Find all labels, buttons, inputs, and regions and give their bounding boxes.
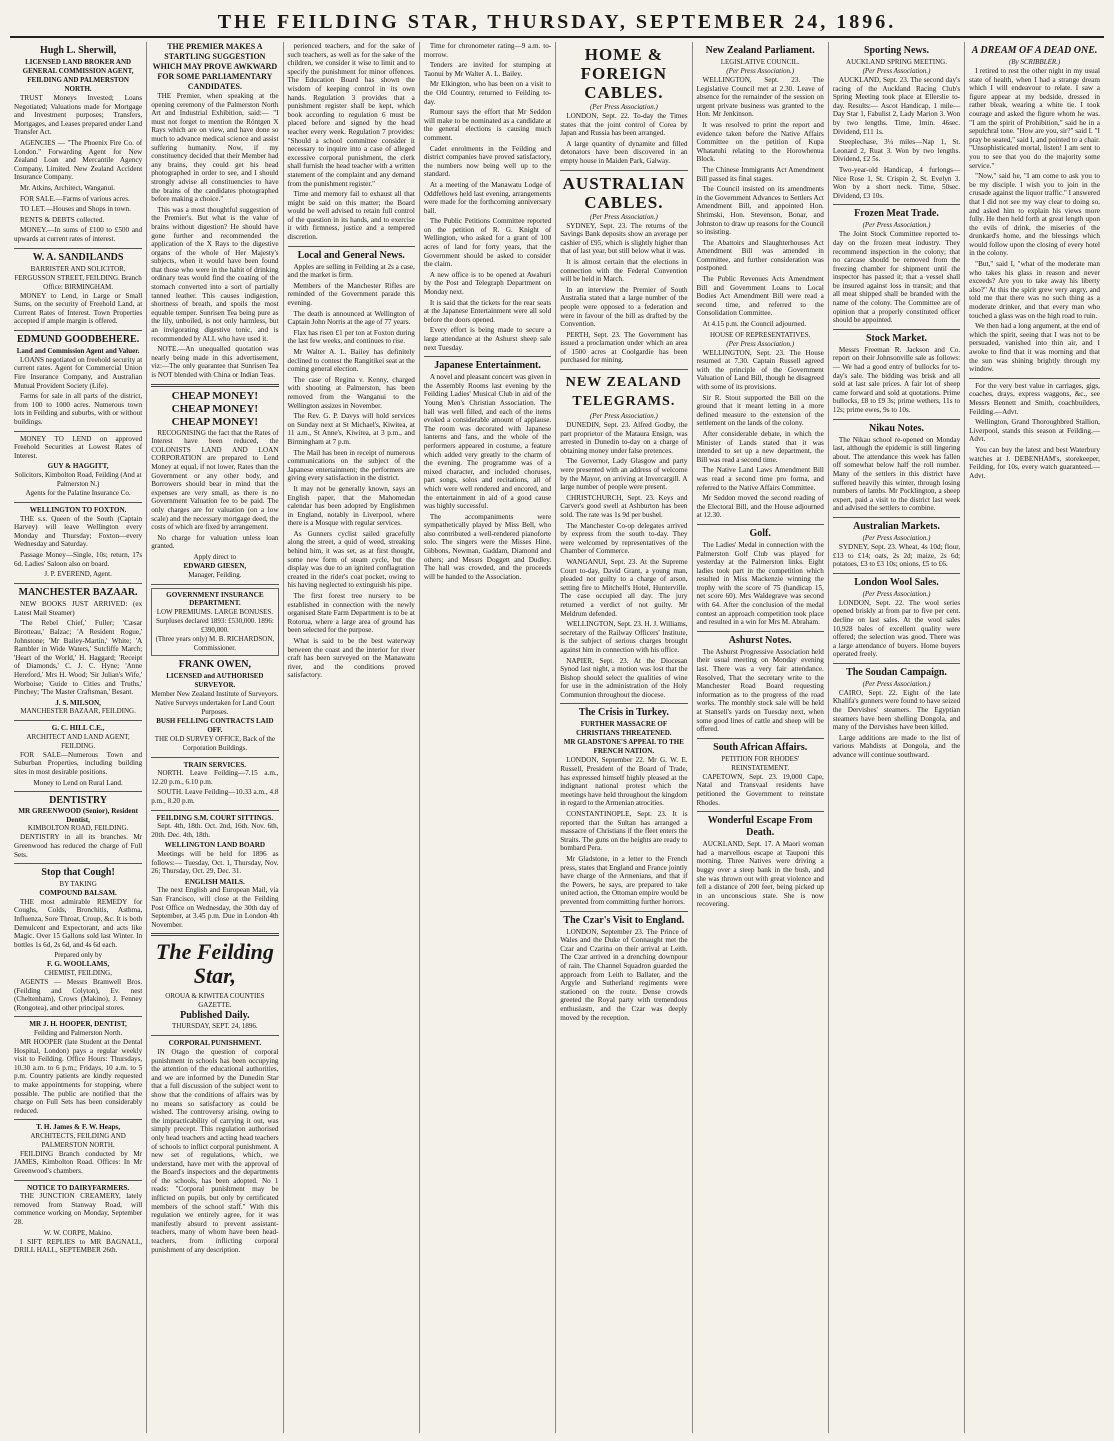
article-text: The accompaniments were sympathetically played by Miss Bell, who also contributed a well-rendered pianoforte solo. The singers were the Misses Hine, Gibbons, Newman, Gaddam, Diamond and others; and Messrs Doggett and Dudley. The hall was crowded, and the proceeds will be handed to the Association. — [423, 512, 552, 581]
parliament-item: WELLINGTON, Sept. 23. The Legislative Council met at 2.30. Leave of absence for the remainder of the session on urgent private business was granted to the Hon. Mr Jenkinson. — [696, 76, 824, 119]
news-item: As Gunners cyclist sailed gracefully along the street, a quid of weed, streaking behind him, it was set, as at first thought, some new form of steam cycle, but the display was due to an ignited conflagration created in the rider's coat pocket, owing to his having neglected to extinguish his pipe. — [287, 529, 415, 590]
cable-item: CONSTANTINOPLE, Sept. 23. It is reported that the Sultan has arranged a massacre of Christians if the fleet enters the Straits. The guns on the heights are ready to bombard Pera. — [560, 810, 688, 853]
cable-item: PERTH, Sept. 23. The Government has issued a proclamation under which an area of 1500 acres at Coolgardie has been purchased for mining. — [560, 330, 688, 365]
divider — [14, 431, 142, 432]
column-6 — [692, 42, 828, 1433]
ad-heading: GUY & HAGGITT, — [47, 462, 109, 471]
article-text: A novel and pleasant concert was given in the Assembly Rooms last evening by the Feilding Ladies' Musical Club in aid of the Young Men's Christian Association. The hall was well filled, and each of the items evoked a considerable amount of applause. The room was decorated with Japanese lanterns and fans, and the whole of the performers appeared in costume, a feature which added very greatly to the charm of the evening. The programme was of a mixed character, and included choruses, part songs, solos and recitations, all of which were well rendered and encored, and the entertainment in aid of a good cause was highly successful. — [423, 373, 552, 511]
news-item: Cadet enrolments in the Feilding and district companies have proved satisfactory, the numbers now being well up to the standard. — [423, 144, 552, 179]
news-item: At a meeting of the Manawatu Lodge of Oddfellows held last evening, arrangements were made for the forthcoming anniversary ball. — [423, 180, 552, 215]
press-credit: (Per Press Association.) — [862, 67, 931, 75]
telegram-item: CHRISTCHURCH, Sept. 23. Keys and Carver's good swell at Ashburton has been sold. The rate was 1s 9d per bushel. — [560, 493, 688, 519]
column-8 — [964, 42, 1104, 1433]
news-item: Members of the Manchester Rifles are reminded of the Government parade this evening. — [287, 281, 415, 308]
logo-subtitle: OROUA & KIWITEA COUNTIES GAZETTE. — [165, 992, 265, 1010]
section-heading: The Soudan Campaign. — [846, 666, 947, 678]
divider — [14, 1119, 142, 1120]
ad-subheading: Manager, Feilding. — [188, 570, 242, 579]
news-item: A new office is to be opened at Awahuri by the Post and Telegraph Department on Monday next. — [423, 270, 552, 297]
divider — [560, 369, 687, 370]
ad-heading: T. H. James & F. W. Heaps, — [36, 1123, 121, 1132]
article-text: Large additions are made to the list of various Mahdists at Dongola, and the advance will continue southward. — [832, 733, 961, 760]
ad-text: 'The Rebel Chief,' Fuller; 'Cæsar Birotteau,' Balzac; 'A Resident Rogue,' Johnstone; 'Mr Bailey-Martin,' White; 'A Rambler in Wide Waters,' Sutcliffe March; 'Heart of the World,' H. Haggard; 'Receipt of Diamonds,' C. J. C. Hyne; 'Anne Hereford,' Mrs H. Wood; 'Sir Julian's Wife,' Worboise; 'Guide to Cities and Truths,' Pinchey; 'The Master Craftsman,' Besant. — [14, 619, 143, 697]
article-heading: CORPORAL PUNISHMENT. — [168, 1039, 262, 1048]
ad-text: Prepared only by — [54, 951, 103, 960]
news-item: Every effort is being made to secure a large attendance at the Ashurst sheep sale next Tuesday. — [423, 326, 552, 352]
timetable-text: Sept. 4th, 18th. Oct. 2nd, 16th. Nov. 6th, 20th. Dec. 4th, 18th. — [151, 822, 279, 839]
section-heading: Sporting News. — [864, 45, 930, 56]
divider — [14, 248, 142, 249]
ad-text: Money to Lend on Rural Land. — [33, 778, 123, 787]
columns — [10, 42, 1104, 1433]
ad-heading: NOTICE TO DAIRYFARMERS. — [27, 1183, 130, 1192]
article-text: LONDON, Sept. 22. The wool series opened briskly at from par to five per cent. decline on last sales. At the wool sales 10,928 bales of excellent quality were offered; the selection was good. There was a large attendance of buyers. Home buyers operated freely. — [832, 598, 961, 659]
cable-item: In an interview the Premier of South Australia stated that a large number of the people were opposed to a federation and were in favour of the bill as drafted by the Convention. — [560, 285, 688, 329]
section-heading: South African Affairs. — [713, 741, 808, 753]
issue-date: THURSDAY, SEPT. 24, 1896. — [172, 1022, 258, 1031]
news-item: What is said to be the best waterway between the coast and the interior for river craft has been surveyed on the Manawatu river, and the conditions proved satisfactory. — [287, 637, 415, 680]
section-subheading: AUCKLAND SPRING MEETING. — [846, 58, 947, 66]
divider — [697, 631, 824, 632]
column-5 — [555, 42, 691, 1433]
ad-text: THE JUNCTION CREAMERY, lately removed from Stanway Road, will commence working on Monday, September 28. — [14, 1192, 143, 1227]
divider — [14, 502, 142, 503]
ad-subheading: Land and Commission Agent and Valuer. — [16, 346, 140, 355]
ad-heading: MR J. H. HOOPER, DENTIST, — [29, 1020, 127, 1029]
column-2 — [146, 42, 282, 1433]
telegram-item: WANGANUI, Sept. 23. At the Supreme Court to-day, David Grant, a young man, pleaded not guilty to a charge of arson, setting fire to Mitchell's Hotel, Hunterville. The case occupied all day. The jury returned a verdict of not guilty. Mr Meldrum defended. — [560, 557, 688, 618]
section-subheading: PETITION FOR RHODES' REINSTATEMENT. — [721, 754, 800, 772]
column-4 — [419, 42, 555, 1433]
press-credit: (Per Press Association.) — [862, 679, 931, 688]
cable-item: CAPETOWN, Sept. 23. 19,000 Cape, Natal and Transvaal residents have petitioned the Government to reinstate Rhodes. — [696, 772, 824, 807]
news-item: Flax has risen £1 per ton at Foxton during the last few weeks, and continues to rise. — [287, 328, 415, 346]
article-text: SYDNEY, Sept. 23. Wheat, 4s 10d; flour, £13 to £14; oats, 2s 2d; maize, 2s 6d; potatoes, £3 to £3 10s; onions, £5 to £6. — [832, 542, 961, 569]
news-item: Mr Elkington, who has been on a visit to the Old Country, returned to Feilding to-day. — [423, 80, 552, 106]
ad-heading: Hugh L. Sherwill, — [40, 45, 117, 56]
ad-text: RECOGNISING the fact that the Rates of Interest have been reduced, the COLONISTS LAND AND LOAN CORPORATION are prepared to Lend Money at equal, if not lower, Rates than the Government or any other body, and Borrowers should bear in mind that the expenses are very small, as there is no Government Valuation fee to be paid. The only charges are for valuation (on a low scale) and the necessary mortgage deed, the costs of which are fixed by arrangement. — [151, 428, 279, 532]
ad-text: THE OLD SURVEY OFFICE, Back of the Corporation Buildings. — [154, 734, 276, 752]
divider — [14, 583, 142, 584]
section-heading: NEW ZEALAND TELEGRAMS. — [565, 375, 682, 410]
divider — [969, 378, 1100, 379]
article-text: NOTE.—An unequalled quotation was nearly being made in this advertisement, viz:—The only guarantee that Sunrisen Tea is NOT blended with China or Indian Teas. — [151, 345, 279, 379]
ad-subheading: Solicitors, Kimbolton Road, Feilding (And at Palmerston N.) — [14, 471, 142, 488]
article-text: perienced teachers, and for the sake of such teachers, as well as for the sake of the children, we consider it wise to limit and to specify the punishment for minor offences. The Education Board has shown the wisdom of keeping control in its own hands. Regulation 3 provides that a punishment register shall be kept, which book according to regulation 6 must be placed before and signed by the head teacher every week. Regulation 7 provides: "Should a school committee consider it necessary to inquire into a case of alleged excessive corporal punishment, the clerk shall furnish the head teacher with a written statement of the complaint and any demand from the punishment register." — [287, 42, 415, 188]
ad-text: THE most admirable REMEDY for Coughs, Colds, Bronchitis, Asthma, Influenza, Sore Throat, Croup, &c. It is both Demulcent and Expectorant, and acts like Magic. Over 15 Gallons sold last Winter. In bottles 1s 6d, 2s 6d, and 4s 6d each. — [14, 897, 143, 949]
parliament-item: After considerable debate, in which the Minister of Lands stated that it was intended to set up a new department, the Bill was read a second time. — [696, 429, 824, 464]
news-item: Time for chronometer rating—9 a.m. to-morrow. — [423, 42, 552, 59]
article-text: AUCKLAND, Sept. 23. The second day's racing of the Auckland Racing Club's Spring Meeting took place at Ellerslie to-day. Results:— Ascot Handicap, 1 mile—Day Star 1, Fabulist 2, Lady Marion 3. Won by two lengths. Time, 1min. 46sec. Dividend, £11 1s. — [832, 76, 961, 136]
section-heading: WELLINGTON LAND BOARD — [164, 841, 266, 850]
section-subheading: LEGISLATIVE COUNCIL. — [720, 58, 800, 66]
news-item: Apples are selling in Feilding at 2s a case, and the market is firm. — [287, 262, 415, 280]
ad-text: RENTS & DEBTS collected. — [20, 215, 105, 224]
section-heading: The Crisis in Turkey. — [578, 707, 669, 719]
ad-text: FOR SALE.—Farms of various acres. — [20, 194, 130, 203]
section-heading: New Zealand Parliament. — [705, 45, 815, 56]
section-heading: TRAIN SERVICES. — [183, 760, 247, 769]
parliament-item: It was resolved to print the report and evidence taken before the Native Affairs Committee on the petition of Kupa Whatatuhi relating to the Horowhenua Block. — [696, 120, 824, 164]
divider — [424, 356, 551, 357]
ad-heading: Stop that Cough! — [41, 867, 115, 879]
story-text: I retired to rest the other night in my usual state of health, when I had a strange dream which I will endeavour to relate. I saw a figure appear at my bedside, dressed in rather bleak, wearing a white tie. I took courage and asked the figure whom he was. "I am the spirit of Prohibition," said he in a sepulchral tone. "How are you, sir?" said I. "I pray be seated," said I, and pointed to a chair. "Unsophisticated mortal, listen! I am sent to you to see that you do the majority some service." — [969, 67, 1100, 170]
news-item: The case of Regina v. Kenny, charged with shooting at Palmerston, has been removed from the Wanganui to the Wellington assizes in November. — [287, 375, 415, 410]
divider — [833, 329, 960, 330]
column-7 — [828, 42, 964, 1433]
news-item: Mr Walter A. L. Bailey has definitely declined to contest the Rangitikei seat at the coming general election. — [287, 348, 415, 374]
cable-item: LONDON, September 22. Mr G. W. E. Russell, President of the Board of Trade, has expressed himself highly pleased at the indignant national protest which the meetings have held throughout the kingdom in regard to the Armenian atrocities. — [560, 756, 688, 808]
article-text: Steeplechase, 3¼ miles—Nap 1, St. Leonard 2, Ruat 3. Won by two lengths. Dividend, £2 5s. — [832, 138, 961, 164]
divider — [14, 330, 142, 331]
ad-text: Apply direct to — [193, 552, 237, 561]
ad-text: TRUST Moneys Invested; Loans Negotiated; Valuations made for Mortgage and Investment purposes; Transfers, Mortgages, and Leases prepared under Land Transfer Act. — [14, 94, 143, 137]
cable-item: A large quantity of dynamite and filled detonators have been discovered in an empty house in Maiden Park, Galway. — [560, 139, 688, 165]
section-subheading: MR GLADSTONE'S APPEAL TO THE FRENCH NATION. — [563, 738, 684, 756]
story-text: We then had a long argument, at the end of which the spirit, seeing that I was not to be persuaded, vanished into thin air, and I awoke to find that it was morning and that the sun was shining brightly through my window. — [969, 322, 1100, 374]
ad-subheading: KIMBOLTON ROAD, FEILDING. — [27, 824, 129, 833]
article-text: AUCKLAND, Sept. 17. A Maori woman had a marvellous escape at Tauponi this morning. Three Natives were driving a buggy over a steep bank in the bush, and she was thrown out with great violence and fell a distance of 200 feet, being picked up in an unconscious state. She is now recovering. — [696, 840, 824, 909]
divider — [151, 933, 278, 936]
ad-text: BUSH FELLING CONTRACTS LAID OFF. — [156, 716, 274, 734]
telegram-item: WELLINGTON, Sept. 23. H. J. Williams, secretary of the Railway Officers' Institute, is the subject of serious charges brought against him in connection with his office. — [560, 620, 688, 654]
cable-item: SYDNEY, Sept. 23. The returns of the Savings Bank deposits show an average per cashier of £95, which is slightly higher than that of last year, but still below what it was. — [560, 221, 688, 256]
article-text: Two-year-old Handicap, 4 furlongs—Nice Rose 1, St. Crispin 2, St. Evelyn 3. Won by a short neck. Time, 50sec. Dividend, £3 10s. — [832, 165, 961, 200]
ad-text: NEW BOOKS JUST ARRIVED: (ex Latest Mail Steamer) — [14, 600, 143, 617]
ad-text: Mr. Atkins, Architect, Wanganui. — [20, 183, 115, 192]
press-credit: (Per Press Association.) — [589, 212, 658, 221]
ad-text: Agents for the Palatine Insurance Co. — [25, 489, 131, 497]
press-credit: (Per Press Association.) — [862, 221, 931, 230]
parliament-item: The Council insisted on its amendments in the Government Advances to Settlers Act Amendment Bill, and appointed Hon. Shrimski, Hon. Stevenson, Bonar, and Johnston to draw up reasons for the Council so insisting. — [696, 185, 824, 237]
ad-subheading: LICENSED LAND BROKER AND GENERAL COMMISSION AGENT, FEILDING AND PALMERSTON NORTH. — [22, 58, 134, 93]
section-heading: Wonderful Escape From Death. — [707, 815, 813, 839]
ad-text: You can buy the latest and best Waterbury watches at J. DEBENHAM's, storekeeper, Feilding, for 10s, every watch guaranteed.—Advt. — [969, 445, 1100, 480]
ad-text: Member New Zealand Institute of Surveyors. — [151, 689, 279, 698]
ad-subheading: ARCHITECTS, FEILDING AND PALMERSTON NORTH. — [30, 1131, 126, 1149]
divider — [697, 811, 824, 812]
parliament-item: The Native Land Laws Amendment Bill was read a second time pro forma, and referred to the Native Affairs Committee. — [696, 466, 824, 492]
section-heading: Ashurst Notes. — [728, 634, 792, 646]
ad-heading: J. S. MILSON, — [55, 698, 101, 707]
ad-subheading: ARCHITECT AND LAND AGENT, FEILDING. — [26, 732, 130, 750]
ad-subheading: BY TAKING — [59, 880, 97, 889]
parliament-item: The Abattoirs and Slaughterhouses Act Amendment Bill was amended in Committee, and further consideration was postponed. — [696, 238, 824, 273]
article-text: The Nikau school re-opened on Monday last, although the epidemic is still lingering about. The attendance this week has fallen off somewhat below half the roll number. Many of the settlers in this district have suffered heavily this winter, through losing numbers of lambs. Mr Pocklington, a sheep expert, paid a visit to the district last week and advised the settlers to combine. — [832, 435, 961, 513]
divider — [14, 863, 142, 864]
section-heading: AUSTRALIAN CABLES. — [562, 173, 686, 212]
news-item: It may not be generally known, says an English paper, that the Mahomedan calendar has been adopted by Englishmen in England, notably in Liverpool, where there is a Mosque with regular services. — [287, 484, 415, 528]
telegram-item: The Manchester Co-op delegates arrived by express from the south to-day. They were welcomed by representatives of the Chamber of Commerce. — [560, 521, 688, 556]
divider — [14, 1180, 142, 1181]
press-credit: (Per Press Association.) — [726, 339, 795, 348]
ad-heading: CHEAP MONEY! — [171, 402, 259, 415]
divider — [14, 1016, 142, 1017]
ad-text: LOANS negotiated on freehold security at current rates. Agent for Commercial Union Fire Insurance Company, and Australian Mutual Provident Society (Life). — [14, 355, 143, 390]
ad-text: FEILDING Branch conducted by Mr JAMES, Kimbolton Road. Offices: In Mr Greenwood's chambers. — [14, 1149, 143, 1176]
ad-heading: G. C. HILL C.E., — [51, 724, 105, 733]
section-heading: Local and General News. — [297, 249, 405, 261]
ad-heading: W. A. SANDILANDS — [32, 251, 124, 263]
ad-text: MR HOOPER (late Student at the Dental Hospital, London) pays a regular weekly visit to Feilding. Office Hours: Thursdays, 10.30 a.m. to 6 p.m.; Fridays, 10 a.m. to 5 p.m. Country patients are kindly requested to make appointments for stopping, where possible. The public are notified that the charge on Full Sets has been considerably reduced. — [14, 1037, 143, 1115]
parliament-item: Mr Seddon moved the second reading of the Electoral Bill, and the House adjourned at 12.30. — [696, 494, 824, 520]
govt-insurance-ad — [151, 588, 278, 656]
section-heading: Frozen Meat Trade. — [854, 208, 939, 220]
section-heading: Stock Market. — [865, 332, 928, 344]
section-subheading: FURTHER MASSACRE OF CHRISTIANS THREATENED. — [576, 720, 672, 738]
newspaper-logo: The Feilding Star, — [155, 939, 274, 989]
ad-text: AGENTS — Messrs Bramwell Bros. (Feilding and Colyton), Ev. nest (Cheltenham), Crows (Makino), J. Fenney (Rongotea), and other principal stores. — [14, 977, 143, 1012]
telegram-item: DUNEDIN, Sept. 23. Alfred Godby, the part proprietor of the Mataura Ensign, was arrested in Dunedin to-day on a charge of obtaining money under false pretences. — [560, 421, 688, 455]
article-text: The Ashurst Progressive Association held their usual meeting on Monday evening last. There was a very fair attendance. Resolved, That the secretary write to the Manchester Road Board requesting information as to the progress of the road works. The monthly stock sale will be held at Stansell's yards on Tuesday next, when some good lines of cattle and sheep will be offered. — [696, 647, 824, 734]
ad-heading: WELLINGTON TO FOXTON. — [29, 506, 127, 514]
column-1 — [10, 42, 146, 1433]
ad-text: DENTISTRY in all its branches. Mr Greenwood has reduced the charge of Full Sets. — [14, 833, 143, 859]
divider — [833, 204, 960, 205]
article-text: Messrs Freeman R. Jackson and Co. report on their Johnsonville sale as follows:— We had a good entry of bullocks for to-day's sale. The bidding was brisk and all sold at last sale prices. A fair lot of sheep came forward and sold at quotations. Prime bullocks, £8 to £9 3s; prime wethers, 11s to 12s; prime ewes, 9s to 10s. — [832, 345, 961, 414]
divider — [288, 246, 415, 247]
section-heading: Golf. — [749, 527, 771, 539]
divider — [14, 791, 142, 792]
article-text: This was a most thoughtful suggestion of the Premier's. But what is the value of brains without digestion? He should have gone further and recommended the application of the X Rays to the digestive organs of the whole of Her Majesty's subjects, when it would have been found that those who were in the habit of drinking ordinary teas would find the coating of the stomach converted into a sort of partially tanned leather. This causes indigestion, shortness of breath, and spoils the most equable temper. Sunrisen Tea being pure as the lily, unboiled, is not only harmless, but an invigorating digestive tonic, and is recommended by ALL who have used it. — [151, 205, 279, 343]
timetable-text: The next English and European Mail, via San Francisco, will close at the Feilding Post Office on Wednesday, the 30th day of September, at 3.45 p.m. Due in London 4th November. — [151, 886, 279, 929]
section-heading: ENGLISH MAILS. — [184, 877, 245, 886]
cable-item: It is almost certain that the elections in connection with the Federal Convention will be held in March. — [560, 257, 688, 284]
article-text: Time and memory fail to exhaust all that might be said on this matter; the Board would be well advised to retain full control of the question in its hands, and to exercise it with firmness, justice and a tempered discretion. — [287, 190, 415, 242]
news-item: Rumour says the effort that Mr Seddon will make to be nominated as a candidate at the general elections is causing much comment. — [423, 108, 552, 142]
press-credit: (Per Press Association.) — [862, 533, 931, 542]
divider — [833, 663, 960, 664]
ad-heading: COMPOUND BALSAM. — [39, 889, 117, 898]
parliament-item: Sir R. Stout supported the Bill on the ground that it meant letting in a more defined measure to the extension of the settlement on the lands of the colony. — [696, 393, 824, 428]
press-credit: (Per Press Association.) — [589, 103, 658, 111]
ad-subheading: BARRISTER AND SOLICITOR, FERGUSSON STREET, FEILDING. Branch Office: BIRMINGHAM. — [14, 264, 142, 291]
news-item: The first forest tree nursery to be established in connection with the newly organised State Farm Department is to be at Rotorua, where a large area of ground has been selected for the purpose. — [287, 592, 415, 635]
section-heading: The Czar's Visit to England. — [563, 914, 685, 926]
cable-item: Mr Gladstone, in a letter to the French press, states that England and France jointly have charge of the Armenians, and that if the Powers, he says, are prepared to take united action, the Ottoman empire would be prevented from committing further horrors. — [560, 855, 688, 906]
news-item: It is said that the tickets for the rear seats at the Japanese Entertainment were all sold before the doors opened. — [423, 298, 552, 324]
ad-subheading: CHEMIST, FEILDING, — [44, 968, 112, 977]
cable-item: LONDON, September 23. The Prince of Wales and the Duke of Connaught met the Czar and Czarina on their arrival at Leith. The Czar arrived in a drenching downpour of rain. The Channel Squadron guarded the approach from Leith to Ballater, and the Argyle and Sutherland regiments were stationed on the route. Dense crowds greeted the Royal party with tremendous enthusiasm, and the Czar was deeply moved by the reception. — [560, 927, 688, 1022]
ad-text: Passage Money—Single, 10s; return, 17s 6d. Ladies' Saloon also on board. — [14, 550, 143, 568]
divider — [151, 810, 278, 811]
article-text: CAIRO, Sept. 22. Eight of the late Khalifa's gunners were found to have seized the Dervishes' steamers. The Egyptian steamers have been shelling Dongola, and many of the Dervishes have been killed. — [832, 688, 961, 732]
ad-text: MONEY.—In sums of £100 to £500 and upwards at current rates of interest. — [14, 226, 143, 243]
article-text: The Joint Stock Committee reported to-day on the frozen meat industry. They recommend inspection in the colony; that no carcase should be removed from the freezing chamber for shipment until the inspector has passed it; that a vessel shall be insured against loss in transit; and that all meat shipped shall be branded with the name of the colony. The Committee are of opinion that a properly constituted officer should be appointed. — [832, 230, 961, 325]
news-item: The Mail has been in receipt of numerous communications on the subject of the Japanese entertainment; the performers are giving every satisfaction in the district. — [287, 448, 415, 483]
divider — [151, 584, 278, 585]
article-text: IN Otago the question of corporal punishment in schools has been occupying the attention of the educational authorities, and we are informed by the Dunedin Star that a full discussion of the subject went to show that the conditions of affairs was by no means so satisfactory as could be wished. The controversy arising, owing to the impracticability of carrying it out, was simply precept. This regulation authorised only head teachers and acting head teachers of schools to inflict corporal punishment. A new set of regulations, which, we understand, have met with the approval of the Board's inspectors and the departments of the schools, has been adopted. No 1 reads: "Corporal punishment may be inflicted on pupils, but only by certificated members of the school staff." With this regulation we entirely agree, for it was manifestly absurd to prevent assistant-teachers, many of whom have been head-teachers, from inflicting corporal punishment of any description. — [151, 1047, 279, 1254]
divider — [833, 573, 960, 574]
divider — [697, 524, 824, 525]
section-heading: A DREAM OF A DEAD ONE. — [971, 45, 1098, 56]
ad-heading: F. G. WOOLLAMS, — [47, 960, 110, 969]
logo-subtitle: Published Daily. — [180, 1010, 250, 1022]
ad-subheading: MANCHESTER BAZAAR, FEILDING. — [20, 707, 136, 716]
divider — [151, 384, 278, 387]
story-text: "Now," said he, "I am come to ask you to be my disciple. I wish you to join in the crusade against the liquor traffic." I answered that I did not see my way clear to doing so, and asked him to explain his views more fully. He then held forth at great length upon the evils of drink, the miseries of the drunkard's home, and the blessings which would follow upon the closing of every hotel in the colony. — [969, 172, 1100, 258]
article-heading: THE PREMIER MAKES A STARTLING SUGGESTION WHICH MAY PROVE AWKWARD FOR SOME PARLIAMENTARY CANDIDATES. — [152, 42, 278, 91]
ad-heading: MANCHESTER BAZAAR. — [18, 587, 138, 599]
column-3 — [283, 42, 419, 1433]
ad-text: (Three years only) M. B. RICHARDSON, Commissioner. — [155, 634, 275, 652]
divider — [560, 703, 687, 704]
ad-text: For the very best value in carriages, gigs, coaches, drays, express waggons, &c., see Messrs Bennett and Smith, coachbuilders, Feilding.—Advt. — [969, 381, 1100, 416]
ad-signature: W. W. CORPE, Makino. — [43, 1228, 113, 1237]
timetable-text: NORTH. Leave Feilding—7.15 a.m., 12.20 p.m., 6.10 p.m. — [151, 769, 279, 786]
news-item: The death is announced at Wellington of Captain John Norris at the age of 77 years. — [287, 309, 415, 327]
section-heading: Nikau Notes. — [869, 422, 925, 434]
ad-text: LOW PREMIUMS. LARGE BONUSES. Surpluses declared 1893: £530,000. 1896: £390,000. — [155, 607, 274, 634]
ad-heading: CHEAP MONEY! — [171, 389, 259, 402]
press-credit: (Per Press Association.) — [589, 412, 658, 421]
divider — [833, 419, 960, 420]
divider — [151, 757, 278, 758]
section-heading: Japanese Entertainment. — [434, 360, 541, 372]
press-credit: (Per Press Association.) — [726, 67, 795, 75]
ad-text: MONEY TO LEND on approved Freehold Securities at Lowest Rates of Interest. — [14, 434, 143, 460]
ad-text: TO LET.—Houses and Shops in town. — [20, 205, 131, 214]
ad-text: AGENCIES — "The Phoenix Fire Co. of London." Forwarding Agent for New Zealand Loan and Mercantile Agency Company, Limited. New Zealand Accident Insurance Company. — [14, 138, 143, 182]
telegram-item: NAPIER, Sept. 23. At the Diocesan Synod last night, a motion was lost that the Bishop should select the qualities of wine for use in the administration of the Holy Communion throughout the diocese. — [560, 656, 688, 699]
ad-text: I SIFT REPLIES to MR BAGNALL, DRILL HALL, SEPTEMBER 26th. — [14, 1237, 143, 1255]
ad-heading: EDMUND GOODBEHERE. — [16, 333, 140, 345]
parliament-item: The Public Revenues Acts Amendment Bill and Government Loans to Local Bodies Act Amendment Bill were read a second time, and referred to the Consolidation Committee. — [696, 275, 824, 318]
ad-subheading: Feilding and Palmerston North. — [33, 1028, 123, 1037]
masthead: THE FEILDING STAR, THURSDAY, SEPTEMBER 24, 1896. — [10, 8, 1104, 38]
ad-heading: GOVERNMENT INSURANCE DEPARTMENT. — [166, 590, 264, 608]
news-item: The Rev. G. P. Davys will hold services on Sunday next at St Michael's, Kiwitea, at 11 a.m., St Anne's, Kiwitea, at 3 p.m., and Birmingham at 7 p.m. — [287, 412, 415, 446]
ad-heading: FRANK OWEN, — [178, 658, 251, 670]
section-heading: Australian Markets. — [853, 520, 940, 532]
ad-signature: J. P. EVEREND, Agent. — [44, 570, 112, 579]
telegram-item: The Governor, Lady Glasgow and party were presented with an address of welcome by the Mayor, on arriving at Invercargill. A large number of people were present. — [560, 457, 688, 492]
divider — [697, 738, 824, 739]
ad-text: MONEY to Lend, in Large or Small Sums, on the security of Freehold Land, at Current Rates of Interest. Town Properties accepted if ample margin is offered. — [14, 291, 143, 326]
divider — [151, 1035, 278, 1036]
ad-text: Farms for sale in all parts of the district, from 100 to 1000 acres. Numerous town lots in Feilding and suburbs, with or without buildings. — [14, 392, 143, 427]
divider — [833, 517, 960, 518]
article-text: The Ladies' Medal in connection with the Palmerston Golf Club was played for yesterday at the Palmerston links. Eight ladies took part in the competition which resulted in Miss Mackenzie winning the trophy with the score of 75 (handicap 15, net score 60). Mrs Waldegrave was second with 64. After the conclusion of the medal contest an approach competition took place and resulted in a win for Mrs M. Abraham. — [696, 540, 824, 627]
news-item: Tenders are invited for stumping at Taonui by Mr Walter A. L. Bailey. — [423, 61, 552, 78]
divider — [560, 911, 687, 912]
article-text: THE Premier, when speaking at the opening ceremony of the Palmerston North Art and Industrial Exhibition, said:— "I must not forget to mention the Röntgen X Rays which are on view, and have done so much to advance medical science and assist suffering humanity. Now, if my constituency decided that their Member had any brains, they could get his head photographed in order to see, and I should strongly advise all constituencies to have the brains of the candidates photographed before making a choice." — [151, 92, 279, 204]
section-heading: London Wool Sales. — [854, 576, 939, 588]
timetable-text: Meetings will be held for 1896 as follows:— Tuesday, Oct. 1, Thursday, Nov. 26; Thursday, Oct. 29, Dec. 31. — [151, 850, 279, 876]
news-item: The Public Petitions Committee reported on the petition of R. G. Knight of Wellington, who asked for a grant of 100 acres of land for forty years, that the Government should be asked to consider the claim. — [423, 217, 552, 269]
divider — [14, 720, 142, 721]
parliament-item: At 4.15 p.m. the Council adjourned. — [702, 320, 807, 329]
ad-heading: EDWARD GIESEN, — [183, 561, 247, 570]
divider — [560, 170, 687, 171]
ad-text: Native Surveys undertaken for Land Court Purposes. — [155, 698, 275, 716]
ad-heading: CHEAP MONEY! — [171, 415, 259, 428]
ad-subheading: LICENSED and AUTHORISED SURVEYOR. — [166, 671, 264, 689]
timetable-text: SOUTH. Leave Feilding—10.33 a.m., 4.8 p.m., 8.20 p.m. — [151, 788, 279, 806]
ad-heading: MR GREENWOOD (Senior), Resident Dentist, — [18, 807, 138, 824]
ad-text: No charge for valuation unless loan granted. — [151, 533, 279, 551]
section-heading: FEILDING S.M. COURT SITTINGS. — [156, 813, 274, 822]
ad-text: THE s.s. Queen of the South (Captain Harvey) will leave Wellington every Monday and Thursday; Foxton—every Wednesday and Saturday. — [14, 514, 143, 549]
cable-item: LONDON, Sept. 22. To-day the Times states that the joint control of Corea by Japan and Russia has been arranged. — [560, 112, 688, 138]
parliament-item: WELLINGTON, Sept. 23. The House resumed at 7.30. Captain Russell agreed with the principle of the Government Valuation of Land Bill, though he disagreed with some of its provisions. — [696, 348, 824, 391]
ad-text: Wellington, Grand Thoroughbred Stallion, Liverpool, stands this season at Feilding.—Advt. — [969, 418, 1100, 444]
dentistry-sign: DENTISTRY — [49, 795, 108, 807]
story-text: "But," said I, "what of the moderate man who takes his glass in reason and never exceeds? Are you to take away his liberty also?" At this the spirit grew very angry, and told me that there was no such thing as a moderate drinker, and that every man who touched a glass was on the high road to ruin. — [969, 260, 1100, 320]
section-heading: HOME & FOREIGN CABLES. — [580, 45, 668, 102]
byline: (By SCRIBBLER.) — [1008, 58, 1061, 66]
press-credit: (Per Press Association.) — [862, 589, 931, 598]
ad-text: FOR SALE—Numerous Town and Suburban Properties, including building sites in most desirable positions. — [14, 750, 143, 777]
section-subheading: HOUSE OF REPRESENTATIVES. — [709, 330, 811, 339]
parliament-item: The Chinese Immigrants Act Amendment Bill passed its final stages. — [696, 165, 824, 183]
